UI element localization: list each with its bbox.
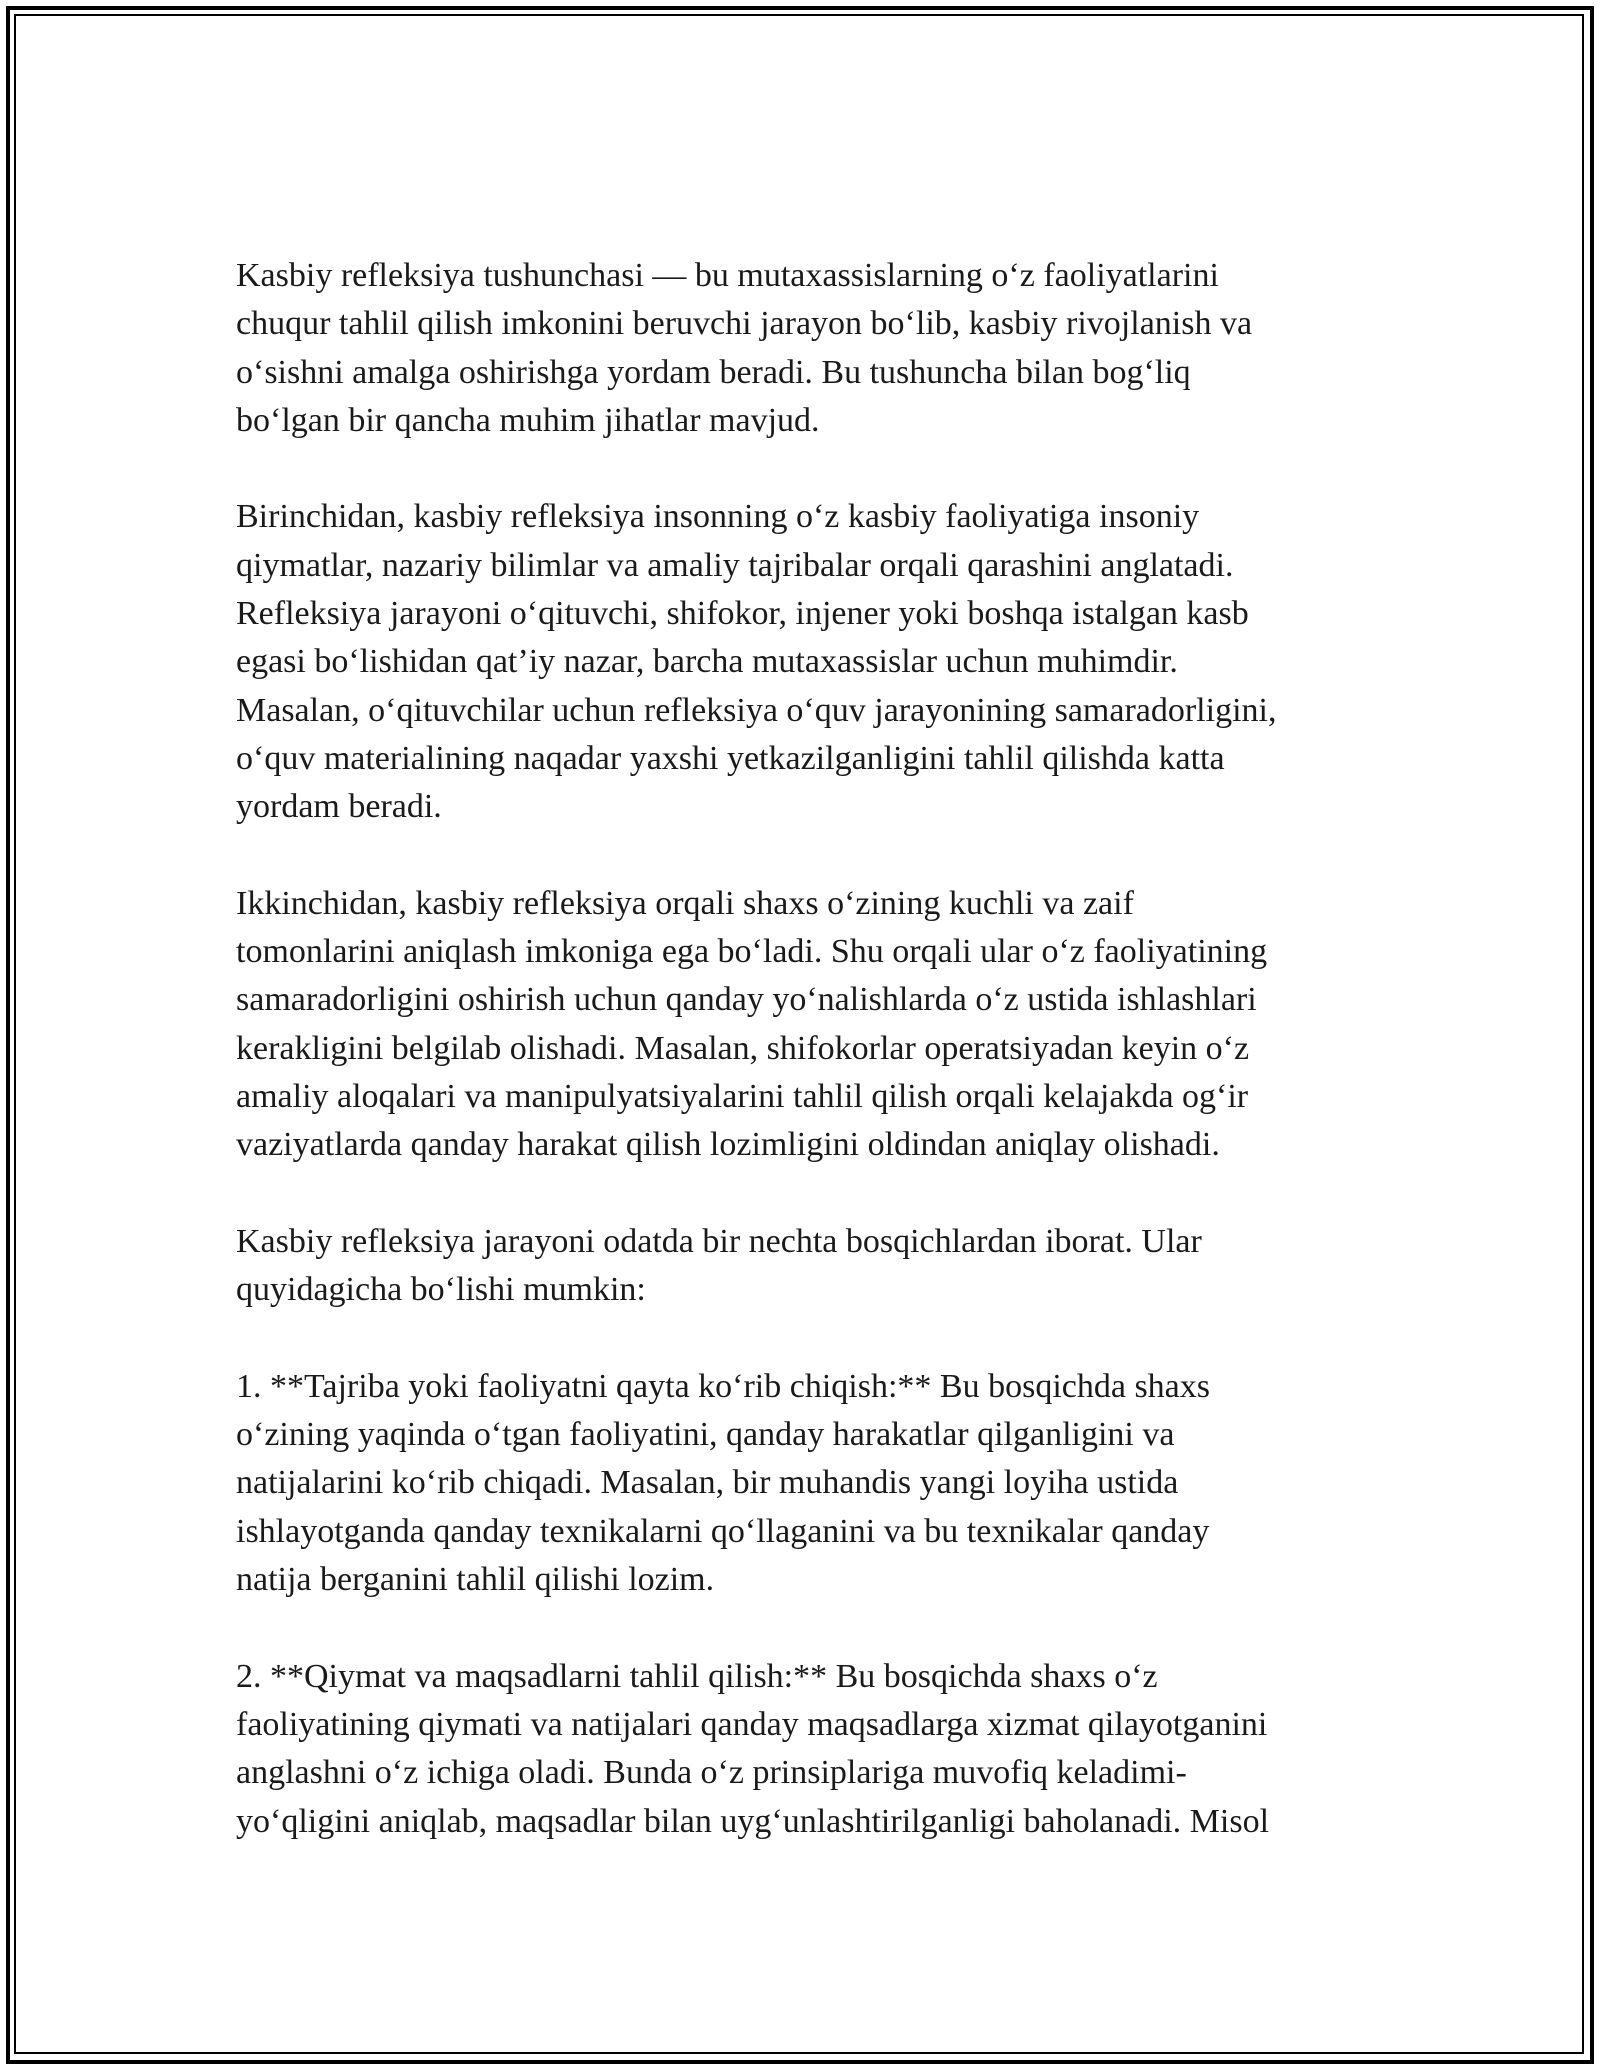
text-line: samaradorligini oshirish uchun qanday yo‘nalishlarda o‘z ustida ishlashlari bbox=[236, 981, 1257, 1019]
paragraph-3 bbox=[236, 880, 1396, 1170]
paragraph-1 bbox=[236, 252, 1396, 445]
text-line: amaliy aloqalari va manipulyatsiyalarini tahlil qilish orqali kelajakda og‘ir bbox=[236, 1078, 1249, 1116]
text-line: bo‘lgan bir qancha muhim jihatlar mavjud. bbox=[236, 401, 820, 439]
text-line: natijalarini ko‘rib chiqadi. Masalan, bir muhandis yangi loyiha ustida bbox=[236, 1464, 1179, 1502]
text-line: natija berganini tahlil qilishi lozim. bbox=[236, 1561, 715, 1599]
text-line: Refleksiya jarayoni o‘qituvchi, shifokor, injener yoki boshqa istalgan kasb bbox=[236, 595, 1249, 633]
text-line: 2. **Qiymat va maqsadlarni tahlil qilish:** Bu bosqichda shaxs o‘z bbox=[236, 1657, 1158, 1695]
text-line: yordam beradi. bbox=[236, 788, 442, 826]
text-line: Kasbiy refleksiya jarayoni odatda bir nechta bosqichlardan iborat. Ular bbox=[236, 1222, 1202, 1260]
text-line: Kasbiy refleksiya tushunchasi — bu mutaxassislarning o‘z faoliyatlarini bbox=[236, 257, 1219, 294]
text-line: egasi bo‘lishidan qat’iy nazar, barcha mutaxassislar uchun muhimdir. bbox=[236, 643, 1178, 681]
document-body bbox=[236, 252, 1396, 1894]
text-line: anglashni o‘z ichiga oladi. Bunda o‘z prinsiplariga muvofiq keladimi- bbox=[236, 1754, 1187, 1792]
paragraph-2 bbox=[236, 493, 1396, 831]
text-line: Masalan, o‘qituvchilar uchun refleksiya o‘quv jarayonining samaradorligini, bbox=[236, 691, 1277, 729]
text-line: chuqur tahlil qilish imkonini beruvchi jarayon bo‘lib, kasbiy rivojlanish va bbox=[236, 305, 1253, 343]
text-line: Ikkinchidan, kasbiy refleksiya orqali shaxs o‘zining kuchli va zaif bbox=[236, 884, 1134, 922]
paragraph-4 bbox=[236, 1218, 1396, 1315]
text-line: faoliyatining qiymati va natijalari qanday maqsadlarga xizmat qilayotganini bbox=[236, 1705, 1268, 1743]
text-line: o‘quv materialining naqadar yaxshi yetkazilganligini tahlil qilishda katta bbox=[236, 739, 1225, 777]
text-line: kerakligini belgilab olishadi. Masalan, shifokorlar operatsiyadan keyin o‘z bbox=[236, 1029, 1250, 1067]
text-line: quyidagicha bo‘lishi mumkin: bbox=[236, 1271, 646, 1309]
text-line: tomonlarini aniqlash imkoniga ega bo‘ladi. Shu orqali ular o‘z faoliyatining bbox=[236, 933, 1268, 971]
text-line: vaziyatlarda qanday harakat qilish lozimligini oldindan aniqlay olishadi. bbox=[236, 1126, 1220, 1164]
text-line: yo‘qligini aniqlab, maqsadlar bilan uyg‘unlashtirilganligi baholanadi. Misol bbox=[236, 1802, 1270, 1840]
text-line: Birinchidan, kasbiy refleksiya insonning o‘z kasbiy faoliyatiga insoniy bbox=[236, 498, 1200, 536]
paragraph-5 bbox=[236, 1363, 1396, 1604]
text-line: o‘zining yaqinda o‘tgan faoliyatini, qanday harakatlar qilganligini va bbox=[236, 1416, 1175, 1454]
text-line: 1. **Tajriba yoki faoliyatni qayta ko‘rib chiqish:** Bu bosqichda shaxs bbox=[236, 1367, 1210, 1405]
paragraph-6 bbox=[236, 1653, 1396, 1846]
text-line: ishlayotganda qanday texnikalarni qo‘llaganini va bu texnikalar qanday bbox=[236, 1512, 1210, 1550]
text-line: qiymatlar, nazariy bilimlar va amaliy tajribalar orqali qarashini anglatadi. bbox=[236, 546, 1234, 584]
text-line: o‘sishni amalga oshirishga yordam beradi. Bu tushuncha bilan bog‘liq bbox=[236, 353, 1191, 391]
